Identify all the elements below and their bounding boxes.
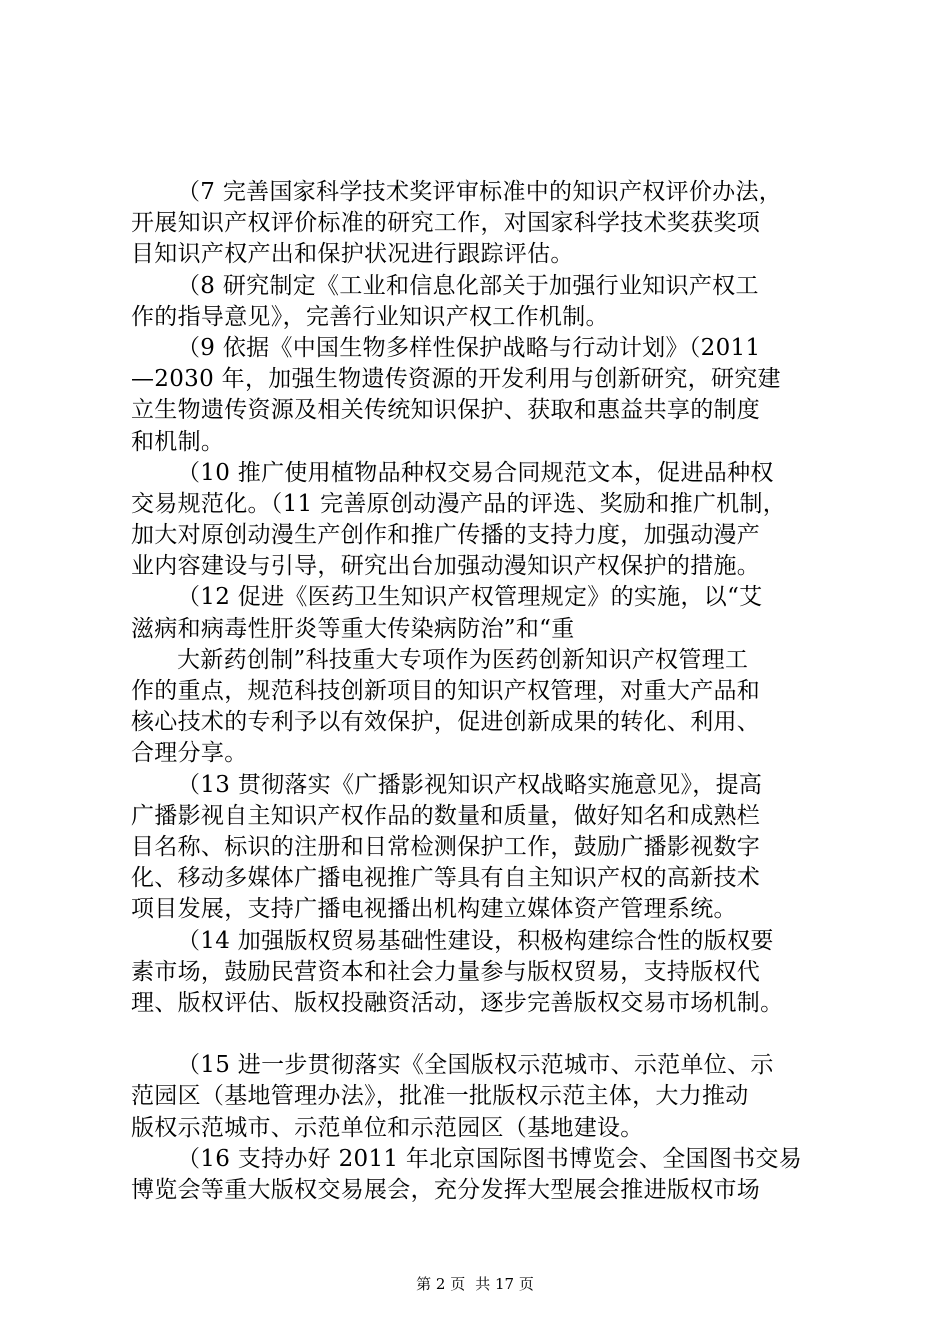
text-line: 合理分享。: [131, 740, 248, 767]
text-line: （8 研究制定《工业和信息化部关于加强行业知识产权工: [177, 272, 759, 299]
text-line: 版权示范城市、示范单位和示范园区（基地建设。: [131, 1114, 644, 1141]
page-number: 第 2 页: [416, 1275, 466, 1293]
text-line: 目名称、标识的注册和日常检测保护工作，鼓励广播影视数字: [131, 833, 761, 860]
text-line: 业内容建设与引导，研究出台加强动漫知识产权保护的措施。: [131, 553, 761, 580]
document-body: [131, 177, 831, 1206]
page-footer: [0, 1274, 950, 1294]
text-line: （9 依据《中国生物多样性保护战略与行动计划》（2011: [177, 334, 761, 361]
text-line: （15 进一步贯彻落实《全国版权示范城市、示范单位、示: [177, 1052, 774, 1079]
text-line: 滋病和病毒性肝炎等重大传染病防治”和“重: [131, 615, 575, 642]
text-line: （7 完善国家科学技术奖评审标准中的知识产权评价办法，: [177, 179, 783, 205]
page-total: 共 17 页: [475, 1275, 534, 1293]
text-line: 核心技术的专利予以有效保护，促进创新成果的转化、利用、: [131, 709, 761, 736]
text-line: （13 贯彻落实《广播影视知识产权战略实施意见》，提高: [177, 771, 763, 798]
text-line: （16 支持办好 2011 年北京国际图书博览会、全国图书交易: [177, 1145, 803, 1172]
text-line: 和机制。: [131, 428, 225, 455]
text-line: 博览会等重大版权交易展会，充分发挥大型展会推进版权市场: [131, 1177, 761, 1203]
text-line: 化、移动多媒体广播电视推广等具有自主知识产权的高新技术: [131, 865, 761, 892]
text-line: （12 促进《医药卫生知识产权管理规定》的实施，以“艾: [177, 584, 763, 611]
text-line: （14 加强版权贸易基础性建设，积极构建综合性的版权要: [177, 927, 774, 954]
text-line: 素市场，鼓励民营资本和社会力量参与版权贸易，支持版权代: [131, 958, 761, 985]
text-line: 目知识产权产出和保护状况进行跟踪评估。: [131, 241, 574, 268]
text-line: 理、版权评估、版权投融资活动，逐步完善版权交易市场机制。: [131, 989, 784, 1016]
text-line: 立生物遗传资源及相关传统知识保护、获取和惠益共享的制度: [131, 397, 761, 424]
text-line: 项目发展，支持广播电视播出机构建立媒体资产管理系统。: [131, 896, 737, 923]
paragraph-gap: [131, 1019, 831, 1050]
text-line: 交易规范化。（11 完善原创动漫产品的评选、奖励和推广机制，: [131, 490, 787, 517]
text-line: （10 推广使用植物品种权交易合同规范文本，促进品种权: [177, 459, 774, 486]
text-line: 广播影视自主知识产权作品的数量和质量，做好知名和成熟栏: [131, 802, 761, 829]
text-line: —2030 年，加强生物遗传资源的开发利用与创新研究，研究建: [131, 366, 781, 393]
text-line: 大新药创制”科技重大专项作为医药创新知识产权管理工: [177, 646, 749, 673]
text-line: 作的重点，规范科技创新项目的知识产权管理，对重大产品和: [131, 678, 761, 704]
text-line: 作的指导意见》，完善行业知识产权工作机制。: [131, 303, 609, 330]
text-line: 开展知识产权评价标准的研究工作，对国家科学技术奖获奖项: [131, 210, 761, 237]
text-line: 加大对原创动漫生产创作和推广传播的支持力度，加强动漫产: [131, 522, 761, 549]
text-line: 范园区（基地管理办法》，批准一批版权示范主体，大力推动: [131, 1083, 749, 1110]
